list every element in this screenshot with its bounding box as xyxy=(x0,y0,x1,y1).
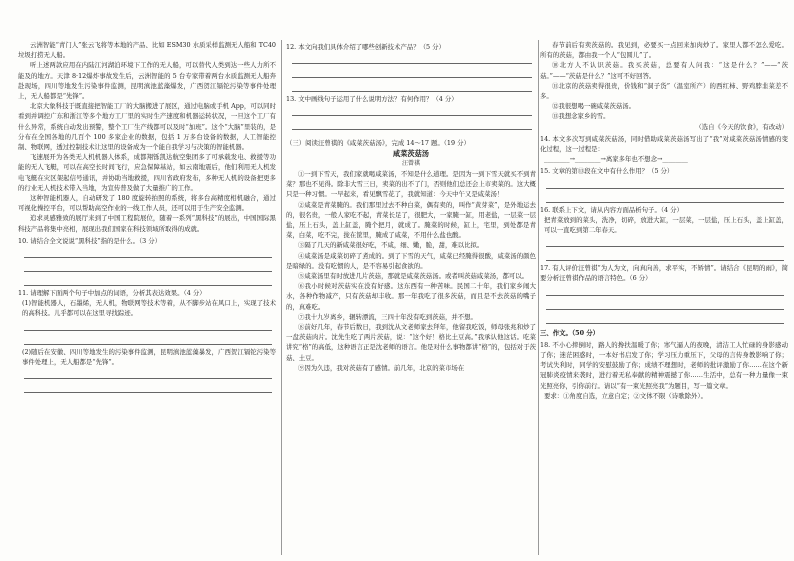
column-divider xyxy=(538,40,539,555)
question-14: 14. 本文多次写到咸菜茨菇汤，同时借助咸菜茨菇汤写出了“我”对咸菜茨菇汤情感的变化过程，这一过程是： xyxy=(540,134,788,154)
column-left xyxy=(18,40,276,555)
paragraph: ③隔了几天的新咸菜很好吃，不咸，细、嫩，脆，甜，难以比拟。 xyxy=(298,241,484,250)
answer-line[interactable] xyxy=(292,104,532,116)
paragraph: 飞速展开为各类无人机机器人体系，成都翔铄凯达航空集团多了可承载发电、救援等功能的无人飞艇，可以在高空长时间飞行，应急保障基站，如云南地震后，他们利用无人机发电飞艇在灾区架起信号通讯，并协助当地救援，四川省政府发布，多种无人机的设备把更多的行业无人机技术带入当地，为宣传普及做了大量推广的工作。 xyxy=(18,153,276,192)
question-11-1: (1)智能机器人，石墨烯，无人机，物联网等技术等着，从不脚步站在风口上，实现了技术的高科技。儿乎都可以在这里寻找踪迹。 xyxy=(22,299,276,318)
question-11-2: (2)随后在安徽、四川等地发生的污染事件监测，昆明滇池蓝藻暴发，广西贺江镉铊污染等事件处理上，无人船都是“先锋”。 xyxy=(22,347,276,366)
article-title: 咸菜茨菇汤 xyxy=(393,148,429,158)
paragraph: ⑧前好几年，春节后数日，我到沈从文老师家去拜年，他留我吃饭，师母张兆和炒了一盘茨菇肉片。沈先生吃了两片茨菇，说：“这个好！格比土豆高。”我承认他这话。吃菜讲究“格”的高低，这种语言正是沈老师的语言。他是对什么事物都讲“格”的，包括对于茨菇、土豆。 xyxy=(286,323,536,362)
column-divider xyxy=(281,40,282,555)
question-11: 11. 请理解下面两个句子中加点的词语，分析其表达效果。（4 分） xyxy=(18,289,206,298)
paragraph: ⑥我小时候对茨菇实在没有好感。这东西有一种苦味。民国二十年，我们家乡闹大水，各种作物减产，只有茨菇却丰收。那一年我吃了很多茨菇，而且是不去茨菇的嘴子的，真难吃。 xyxy=(286,282,536,311)
answer-line[interactable] xyxy=(546,298,784,310)
column-right xyxy=(540,40,788,555)
paragraph: ⑩北方人不认识茨菇。我买茨菇，总要有人问我：“这是什么？”——“茨菇。”——“茨菇是什么？”这可不好回答。 xyxy=(540,61,788,80)
paragraph: 这种智能机器人，自动研发了 180 度旋转拍照的系统，将多台高精度相机融合，通过可视化操控平台，可以帮助高空作业的一线工作人员，还可以用于生产安全监测。 xyxy=(18,194,276,213)
composition-heading: 三、作文。（50 分） xyxy=(540,328,600,337)
question-17: 17. 有人评价汪曾祺“为人为文，向真向善，求平实，不矫情”。请结合《昆明的雨》，简要分析汪曾祺作品的语言特色。（6 分） xyxy=(540,264,788,283)
answer-line[interactable] xyxy=(292,80,532,92)
paragraph: ①一到下雪天，我们家就喝咸菜汤，不知是什么道理。是因为一到下雪天就买不到青菜？那也不见得。除非大雪三日，卖菜的出不了门，否则他们总还会上市卖菜的。这大概只是一种习惯。一早起来，看见飘雪花了，我就知道：今天中午又是咸菜汤！ xyxy=(286,170,536,199)
answer-line[interactable] xyxy=(546,177,784,189)
paragraph: ⑫我很想喝一碗咸菜茨菇汤。 xyxy=(552,102,636,111)
question-15: 15. 文章的第⑬段在文中有什么作用？（5 分） xyxy=(540,167,674,176)
answer-line[interactable] xyxy=(24,246,272,258)
answer-line[interactable] xyxy=(546,191,784,203)
paragraph: 北京大象科技于既直接把智能工厂的大脑搬进了展区，通过电脑或手机 App，可以同时看到并调控广东和浙江等多个地方工厂里的实时生产速度和机器运转状况，一旦这个工厂有什么异常，系统自动发出预警，整个工厂生产线都可以及时“加班”。这个“大脑”里装的，是分布在全国各地的几百个 100 多家企业的数据，包括 1 万多台设备的数据，人工智能控制、物联网，透过控制技术让这里的设备成为一个能自我学习与决策的智能机器。 xyxy=(18,102,276,152)
answer-line[interactable] xyxy=(546,235,784,247)
question-14-chain: ________→________→离家多年也不想念→________ xyxy=(544,155,688,164)
question-18: 18. 不小心摔倒时，路人的搀扶温暖了你；寒气逼人的夜晚，清洁工人忙碌的身影感动了你；迷茫困惑时，一本好书启发了你；学习压力重压下，父母的言传身教影响了你；考试失利时，同学的安慰鼓励了你；成绩不理想时，老师的批评激励了你……在这个新冠肺炎疫情来袭时，进行着无私奉献的精神震撼了你……生活中，总有一种力量像一束光照亮你，引你前行。请以“有一束光照亮我”为题目，写一篇文章。 xyxy=(540,340,788,390)
paragraph: ⑨因为久违，我对茨菇有了感情。前几年，北京的菜市场在 xyxy=(298,363,465,372)
paragraph: ⑤咸菜汤里有时放进几片茨菇，那就是咸菜茨菇汤。或者叫茨菇咸菜汤，都可以。 xyxy=(298,272,529,281)
answer-line[interactable] xyxy=(292,118,532,130)
composition-requirements: 要求：①角度自选，立意自定；②文体不限（诗歌除外）。 xyxy=(544,391,707,400)
answer-line[interactable] xyxy=(292,66,532,78)
reading-section-heading: （三）阅读汪曾祺的《咸菜茨菇汤》，完成 14～17 题。（19 分） xyxy=(286,139,470,148)
question-16-quote: 把青菜放到的菜头，洗净，切碎，放进大缸，一层菜，一层盐，压上石头，盖上缸盖，可以一直吃到第二年春天。 xyxy=(544,215,788,235)
paragraph: ④咸菜汤是咸菜切碎了煮成的。到了下雪的天气，咸菜已经腌得很酸，咸菜汤的颜色是暗绿的。没有吃惯的人，是不容易引起食欲的。 xyxy=(286,251,536,270)
source-note: （选自《今天的饮食》，有改动） xyxy=(695,122,788,131)
paragraph: ⑦我十九岁离乡，辗转漂流，三四十年没有吃到茨菇，并不想。 xyxy=(298,312,477,321)
question-13: 13. 文中画线句子运用了什么说明方法？有何作用？（4 分） xyxy=(286,95,458,104)
question-16: 16. 联系上下文，请从内容方面品析句子。（4 分） xyxy=(540,205,683,214)
paragraph: ②咸菜是青菜腌的。我们那里过去不种白菜，偶有卖的，叫作“黄芽菜”，是外地运去的，很名贵，一般人家吃不起，青菜长足了，很肥大，一家腌一缸，用老盐，一层菜一层盐，压上石头，盖上缸盖，腌个把月，就成了。腌菜的时候，缸上，宅里，到处都是青菜，白菜，吃不完，拢在筐里，腌成了咸菜，不用什么盐也酸。 xyxy=(286,200,536,240)
answer-line[interactable] xyxy=(24,381,272,393)
paragraph: 听上述两款应用在内陆江河湖泊环境下工作的无人船，可以替代人类到达一些人力所不能及的地方。天津 8·12爆炸事故发生后，云洲智能的 5 台专家带着两台水质监测无人船奔赴现场，四川等地发生污染事件监测，昆明滇池蓝藻爆发，广西贺江镉铊污染等事件处理上，无人船都是“先锋”。 xyxy=(18,61,276,101)
paragraph: 春节前后有卖茨菇的。我见到，必要买一点回来加肉炒了。家里人都不怎么爱吃。所有的茨菇，都由我一个人“包圆儿”了。 xyxy=(540,41,788,60)
paragraph: 追求灵感雅致的展厅来到了中国工程院展位，随着一系列“黑科技”的展出，中国国际黑科技产品将集中亮相，展现出我们国家在科技领域所取得的成就。 xyxy=(18,214,276,233)
answer-line[interactable] xyxy=(546,249,784,261)
answer-line[interactable] xyxy=(24,319,272,331)
question-10: 10. 请结合全文说说“黑科技”指的是什么。（3 分） xyxy=(18,236,162,245)
answer-line[interactable] xyxy=(546,312,784,324)
paragraph: ⑪北京的茨菇卖得很贵，价钱和“洞子货”（温室所产）的西红柿、野鸡脖韭菜差不多。 xyxy=(540,81,788,101)
paragraph: 云洲智能“青门人”张云飞将等本地的产品、比如 ESM30 水质采样监测无人船和 TC40 垃圾打捞无人船。 xyxy=(18,41,276,60)
answer-line[interactable] xyxy=(24,333,272,345)
answer-line[interactable] xyxy=(24,367,272,379)
answer-line[interactable] xyxy=(292,52,532,64)
article-author: 汪曾祺 xyxy=(401,159,420,167)
paragraph: ⑬我想念家乡的雪。 xyxy=(552,112,610,121)
answer-line[interactable] xyxy=(24,274,272,286)
question-12: 12. 本文向我们具体介绍了哪些创新技术产品？（5 分） xyxy=(286,43,445,51)
column-middle xyxy=(286,40,536,555)
answer-line[interactable] xyxy=(546,284,784,296)
answer-line[interactable] xyxy=(24,260,272,272)
